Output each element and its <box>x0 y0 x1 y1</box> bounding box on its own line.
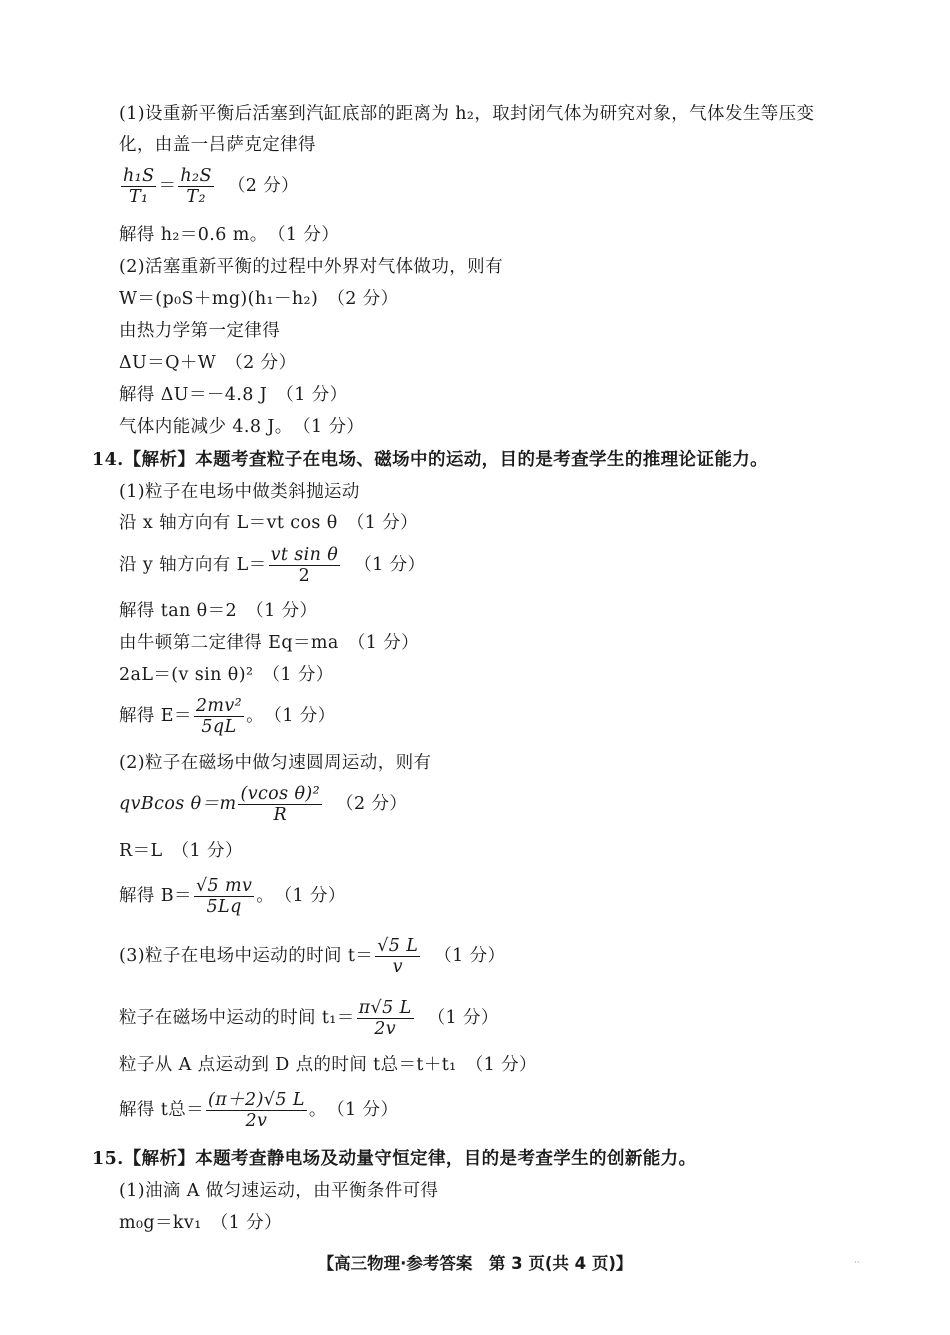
p14-line-9: qvBcos θ＝m $\frac{\text{(vcos θ)²}}{R}$ （2 分） <box>119 784 408 825</box>
p14-line-3: 沿 y 轴方向有 L＝ $\frac{\text{vt sin θ}}{2}$ （1 分） <box>119 545 426 586</box>
p13-line-10: 气体内能减少 4.8 J。 （1 分） <box>119 417 365 437</box>
p14-line-15: 解得 t总＝ $\frac{(\pi+2)√5 L}{2v}$ 。 （1 分） <box>119 1090 399 1131</box>
p14-line-6: 2aL＝(v sin θ)² （1 分） <box>119 665 334 685</box>
p14-heading: 14.【解析】本题考查粒子在电场、磁场中的运动，目的是考查学生的推理论证能力。 <box>92 450 769 470</box>
p13-line-7: 由热力学第一定律得 <box>119 321 281 341</box>
p13-line-2: 化，由盖一吕萨克定律得 <box>119 135 316 155</box>
fraction: $\frac{\text{2mv²}}{5qL}$ <box>195 696 243 737</box>
p13-line-5: (2)活塞重新平衡的过程中外界对气体做功，则有 <box>119 257 503 277</box>
fraction: $\frac{(\pi+2)√5 L}{2v}$ <box>208 1090 305 1131</box>
p14-line-13: 粒子在磁场中运动的时间 t₁＝ $\frac{\pi√5 L}{2v}$ （1 分） <box>119 998 499 1039</box>
p14-line-12: (3)粒子在电场中运动的时间 t＝ $\frac{√5 L}{v}$ （1 分） <box>119 936 506 977</box>
p13-line-4: 解得 h₂＝0.6 m。 （1 分） <box>119 225 340 245</box>
p14-line-14: 粒子从 A 点运动到 D 点的时间 t总＝t＋t₁ （1 分） <box>119 1055 537 1075</box>
fraction: $\frac{√5 mv}{5Lq}$ <box>195 876 253 917</box>
corner-mark: ·· <box>854 1258 860 1268</box>
page-footer: 【高三物理·参考答案 第 3 页(共 4 页)】 <box>317 1254 633 1273</box>
fraction: $\frac{\text{(vcos θ)²}}{R}$ <box>240 784 321 825</box>
fraction: $\frac{\text{vt sin θ}}{2}$ <box>270 545 339 586</box>
fraction: $\frac{\text{h₁S}}{\text{T₁}}$ <box>123 166 155 207</box>
p13-equation-gay-lussac: $\frac{\text{h₁S}}{\text{T₁}}$ ＝ $\frac{\text{h₂S}}{\text{T₂}}$ （2 分） <box>123 166 300 207</box>
p13-line-8: ΔU＝Q＋W （2 分） <box>119 353 297 373</box>
p14-line-4: 解得 tan θ＝2 （1 分） <box>119 601 318 621</box>
fraction: $\frac{\pi√5 L}{2v}$ <box>358 998 412 1039</box>
p15-line-1: (1)油滴 A 做匀速运动，由平衡条件可得 <box>119 1181 439 1201</box>
p13-line-6: W＝(p₀S＋mg)(h₁－h₂) （2 分） <box>119 289 399 309</box>
score: （2 分） <box>227 176 300 196</box>
p13-line-9: 解得 ΔU＝－4.8 J （1 分） <box>119 385 348 405</box>
p15-line-2: m₀g＝kv₁ （1 分） <box>119 1213 282 1233</box>
p14-line-10: R＝L （1 分） <box>119 841 243 861</box>
p14-line-1: (1)粒子在电场中做类斜抛运动 <box>119 482 360 502</box>
p14-line-8: (2)粒子在磁场中做匀速圆周运动，则有 <box>119 753 432 773</box>
fraction: $\frac{\text{h₂S}}{\text{T₂}}$ <box>180 166 212 207</box>
p14-line-5: 由牛顿第二定律得 Eq＝ma （1 分） <box>119 633 420 653</box>
p14-line-2: 沿 x 轴方向有 L＝vt cos θ （1 分） <box>119 513 419 533</box>
p14-line-7: 解得 E＝ $\frac{\text{2mv²}}{5qL}$ 。 （1 分） <box>119 696 336 737</box>
p15-heading: 15.【解析】本题考查静电场及动量守恒定律，目的是考查学生的创新能力。 <box>92 1149 697 1169</box>
p13-line-1: (1)设重新平衡后活塞到汽缸底部的距离为 h₂，取封闭气体为研究对象，气体发生等压变 <box>119 104 815 124</box>
fraction: $\frac{√5 L}{v}$ <box>377 936 419 977</box>
p14-line-11: 解得 B＝ $\frac{√5 mv}{5Lq}$ 。 （1 分） <box>119 876 346 917</box>
